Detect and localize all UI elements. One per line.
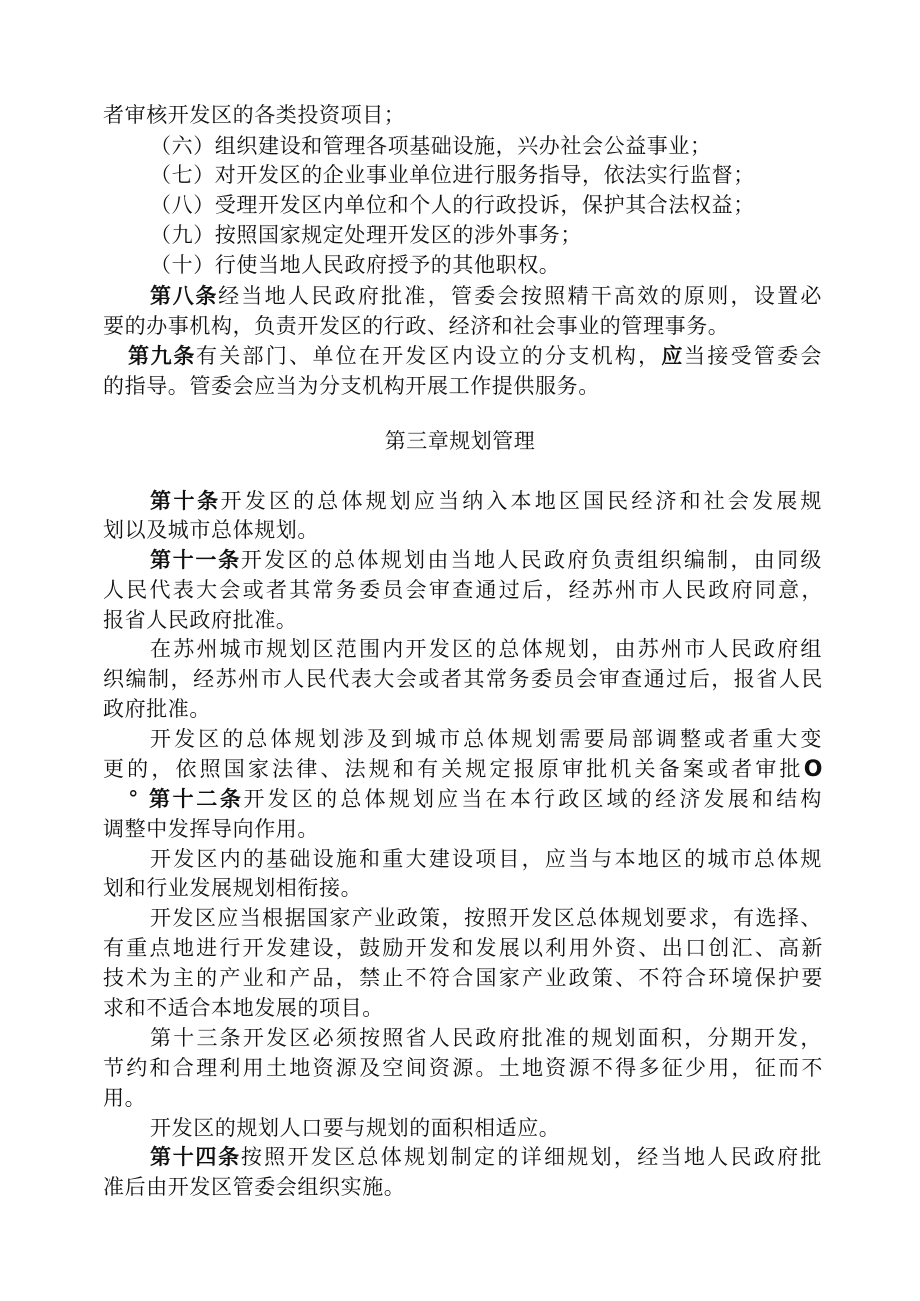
article-14: 第十四条按照开发区总体规划制定的详细规划，经当地人民政府批: [150, 1145, 822, 1169]
article-11-para-line: 织编制，经苏州市人民代表大会或者其常务委员会审查通过后，报省人民: [103, 667, 823, 691]
list-item: （十）行使当地人民政府授予的其他职权。: [150, 253, 561, 277]
article-12: ° 第十二条开发区的总体规划应当在本行政区域的经济发展和结构: [128, 787, 822, 811]
article-12-para-line: 求和不适合本地发展的项目。: [103, 996, 384, 1020]
article-11-line: 人民代表大会或者其常务委员会审查通过后，经苏州市人民政府同意，: [103, 578, 823, 602]
list-item: （八）受理开发区内单位和个人的行政投诉，保护其合法权益；: [150, 193, 755, 217]
article-12-para: 开发区内的基础设施和重大建设项目，应当与本地区的城市总体规: [150, 847, 822, 871]
article-11-para-line: 更的，依照国家法律、法规和有关规定报原审批机关备案或者审批O: [103, 757, 823, 782]
article-10-label: 第十条: [150, 489, 221, 513]
article-13-para: 开发区的规划人口要与规划的面积相适应。: [150, 1116, 561, 1140]
article-13-line: 节约和合理利用土地资源及空间资源。土地资源不得多征少用，征而不: [103, 1056, 823, 1080]
stray-circle-mark: O: [803, 757, 823, 782]
article-11-para-line: 政府批准。: [103, 697, 211, 721]
chapter-heading: 第三章规划管理: [384, 429, 536, 453]
stray-degree-mark: °: [128, 787, 140, 811]
article-11-label: 第十一条: [150, 548, 241, 572]
article-13: 第十三条开发区必须按照省人民政府批准的规划面积，分期开发，: [150, 1026, 822, 1050]
article-9-line: 的指导。管委会应当为分支机构开展工作提供服务。: [103, 374, 600, 398]
article-11-line: 报省人民政府批准。: [103, 608, 298, 632]
article-14-line: 准后由开发区管委会组织实施。: [103, 1175, 406, 1199]
article-9-label: 第九条: [128, 344, 197, 368]
article-12-label: 第十二条: [149, 787, 244, 811]
article-12-para: 开发区应当根据国家产业政策，按照开发区总体规划要求，有选择、: [150, 906, 822, 930]
article-11: 第十一条开发区的总体规划由当地人民政府负责组织编制，由同级: [150, 548, 822, 572]
list-item: （六）组织建设和管理各项基础设施，兴办社会公益事业；: [150, 134, 712, 158]
article-9: 第九条有关部门、单位在开发区内设立的分支机构，应当接受管委会: [128, 344, 823, 368]
article-12-para-line: 技术为主的产业和产品，禁止不符合国家产业政策、不符合环境保护要: [103, 966, 823, 990]
article-12-line: 调整中发挥导向作用。: [103, 817, 319, 841]
article-8-line: 要的办事机构，负责开发区的行政、经济和社会事业的管理事务。: [103, 314, 730, 338]
article-11-para: 在苏州城市规划区范围内开发区的总体规划，由苏州市人民政府组: [150, 637, 822, 661]
article-8: 第八条经当地人民政府批准，管委会按照精干高效的原则，设置必: [150, 284, 822, 308]
article-13-line: 用。: [103, 1086, 147, 1110]
article-11-para: 开发区的总体规划涉及到城市总体规划需要局部调整或者重大变: [150, 727, 822, 751]
list-item: （九）按照国家规定处理开发区的涉外事务；: [150, 223, 582, 247]
article-10-line: 划以及城市总体规划。: [103, 518, 319, 542]
article-10: 第十条开发区的总体规划应当纳入本地区国民经济和社会发展规: [150, 489, 823, 513]
list-item: （七）对开发区的企业事业单位进行服务指导，依法实行监督；: [150, 163, 755, 187]
continuation-line: 者审核开发区的各类投资项目；: [103, 103, 406, 127]
article-12-para-line: 划和行业发展规划相衔接。: [103, 876, 363, 900]
article-14-label: 第十四条: [150, 1145, 241, 1169]
article-12-para-line: 有重点地进行开发建设，鼓励开发和发展以利用外资、出口创汇、高新: [103, 936, 823, 960]
article-8-label: 第八条: [150, 284, 219, 308]
